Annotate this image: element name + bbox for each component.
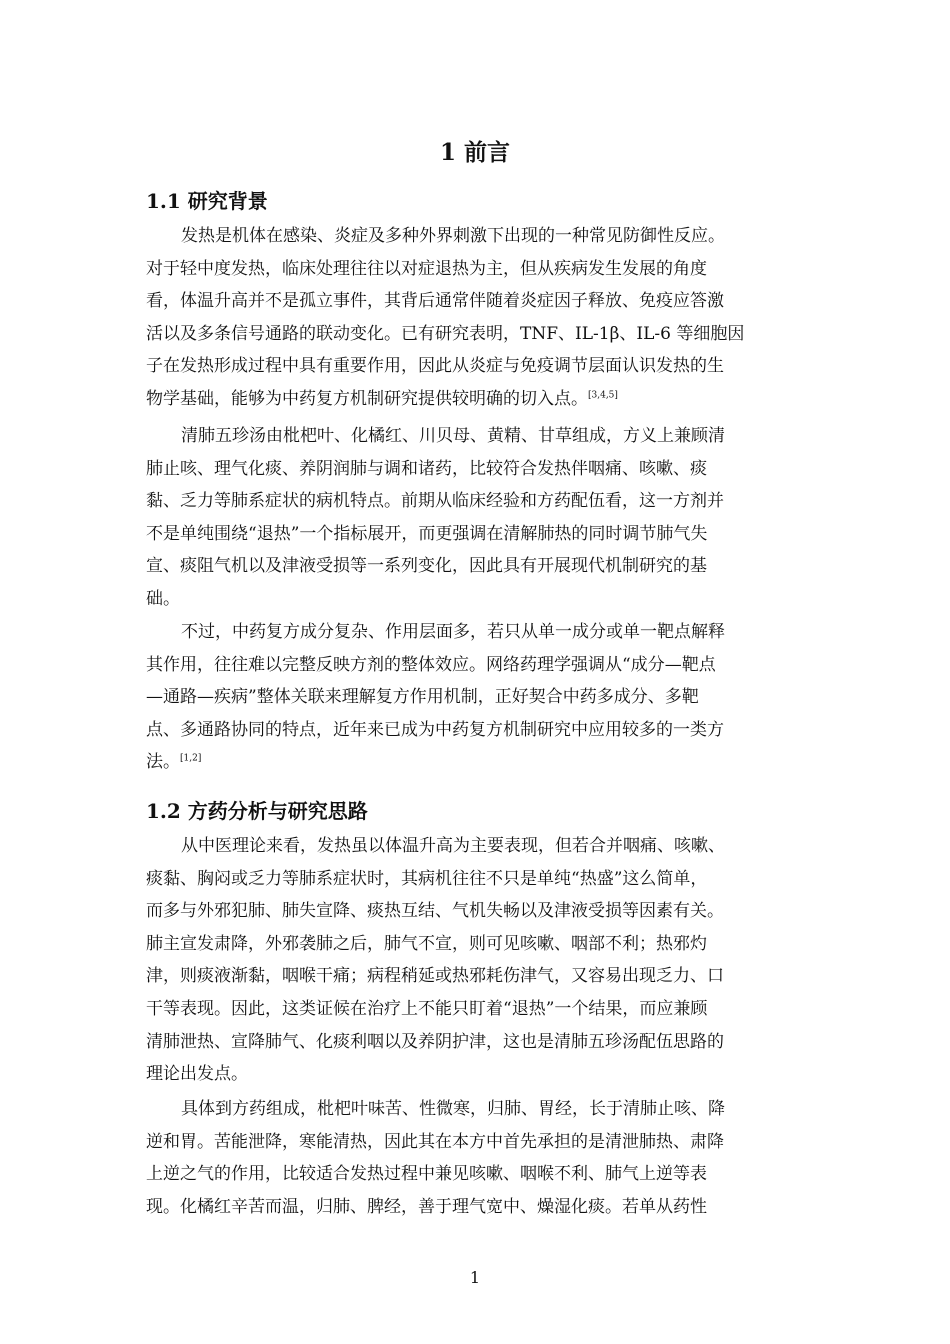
text-line: 具体到方药组成，枇杷叶味苦、性微寒，归肺、胃经，长于清肺止咳、降	[181, 1099, 725, 1119]
paragraph-analysis-2	[146, 1093, 806, 1223]
text-line: 不是单纯围绕“退热”一个指标展开，而更强调在清解肺热的同时调节肺气失	[146, 523, 708, 544]
text-line: 理论出发点。	[146, 1064, 248, 1085]
text-line: 黏、乏力等肺系症状的病机特点。前期从临床经验和方药配伍看，这一方剂并	[146, 491, 724, 512]
text-line: 痰黏、胸闷或乏力等肺系症状时，其病机往往不只是单纯“热盛”这么简单，	[146, 868, 708, 889]
paragraph-background-2	[146, 420, 806, 616]
section-title-1-2: 1.2 方药分析与研究思路	[146, 799, 368, 823]
page-number: 1	[469, 1268, 481, 1287]
text-line: 发热是机体在感染、炎症及多种外界刺激下出现的一种常见防御性反应。	[181, 226, 725, 246]
text-line: 子在发热形成过程中具有重要作用，因此从炎症与免疫调节层面认识发热的生	[146, 356, 724, 377]
text-line-content: 物学基础，能够为中药复方机制研究提供较明确的切入点。	[146, 388, 588, 409]
citation-superscript: [1,2]	[180, 753, 202, 764]
text-line: 不过，中药复方成分复杂、作用层面多，若只从单一成分或单一靶点解释	[181, 622, 725, 642]
citation-superscript: [3,4,5]	[588, 390, 618, 401]
text-line: 上逆之气的作用，比较适合发热过程中兼见咳嗽、咽喉不利、肺气上逆等表	[146, 1164, 707, 1185]
text-line: 看，体温升高并不是孤立事件，其背后通常伴随着炎症因子释放、免疫应答激	[146, 291, 724, 312]
text-line-with-citation	[146, 746, 806, 779]
paragraph-background-3	[146, 616, 806, 779]
text-line: 活以及多条信号通路的联动变化。已有研究表明，TNF、IL-1β、IL-6 等细胞因	[146, 323, 745, 344]
text-line: 逆和胃。苦能泄降，寒能清热，因此其在本方中首先承担的是清泄肺热、肃降	[146, 1131, 724, 1152]
text-line: 从中医理论来看，发热虽以体温升高为主要表现，但若合并咽痛、咳嗽、	[181, 836, 725, 856]
paragraph-background-1	[146, 220, 806, 416]
text-line: 干等表现。因此，这类证候在治疗上不能只盯着“退热”一个结果，而应兼顾	[146, 998, 708, 1019]
text-line: 其作用，往往难以完整反映方剂的整体效应。网络药理学强调从“成分—靶点	[146, 654, 716, 675]
text-line: 点、多通路协同的特点，近年来已成为中药复方机制研究中应用较多的一类方	[146, 719, 724, 740]
text-line: 础。	[146, 588, 180, 609]
text-line: 对于轻中度发热，临床处理往往以对症退热为主，但从疾病发生发展的角度	[146, 258, 707, 279]
chapter-title: 1 前言	[439, 139, 510, 166]
text-line: 清肺泄热、宣降肺气、化痰利咽以及养阴护津，这也是清肺五珍汤配伍思路的	[146, 1031, 724, 1052]
text-line: 肺主宣发肃降，外邪袭肺之后，肺气不宣，则可见咳嗽、咽部不利；热邪灼	[146, 933, 707, 954]
text-line: 肺止咳、理气化痰、养阴润肺与调和诸药，比较符合发热伴咽痛、咳嗽、痰	[146, 458, 707, 479]
text-line: 现。化橘红辛苦而温，归肺、脾经，善于理气宽中、燥湿化痰。若单从药性	[146, 1196, 707, 1217]
text-line: 而多与外邪犯肺、肺失宣降、痰热互结、气机失畅以及津液受损等因素有关。	[146, 901, 724, 922]
text-line: 宣、痰阻气机以及津液受损等一系列变化，因此具有开展现代机制研究的基	[146, 556, 707, 577]
text-line: 津，则痰液渐黏，咽喉干痛；病程稍延或热邪耗伤津气，又容易出现乏力、口	[146, 966, 724, 987]
text-line: —通路—疾病”整体关联来理解复方作用机制，正好契合中药多成分、多靶	[146, 687, 699, 708]
paragraph-analysis-1	[146, 830, 806, 1091]
text-line-content: 法。	[146, 752, 180, 773]
text-line: 清肺五珍汤由枇杷叶、化橘红、川贝母、黄精、甘草组成，方义上兼顾清	[181, 426, 725, 446]
section-title-1-1: 1.1 研究背景	[146, 189, 268, 213]
text-line-with-citation	[146, 383, 806, 416]
